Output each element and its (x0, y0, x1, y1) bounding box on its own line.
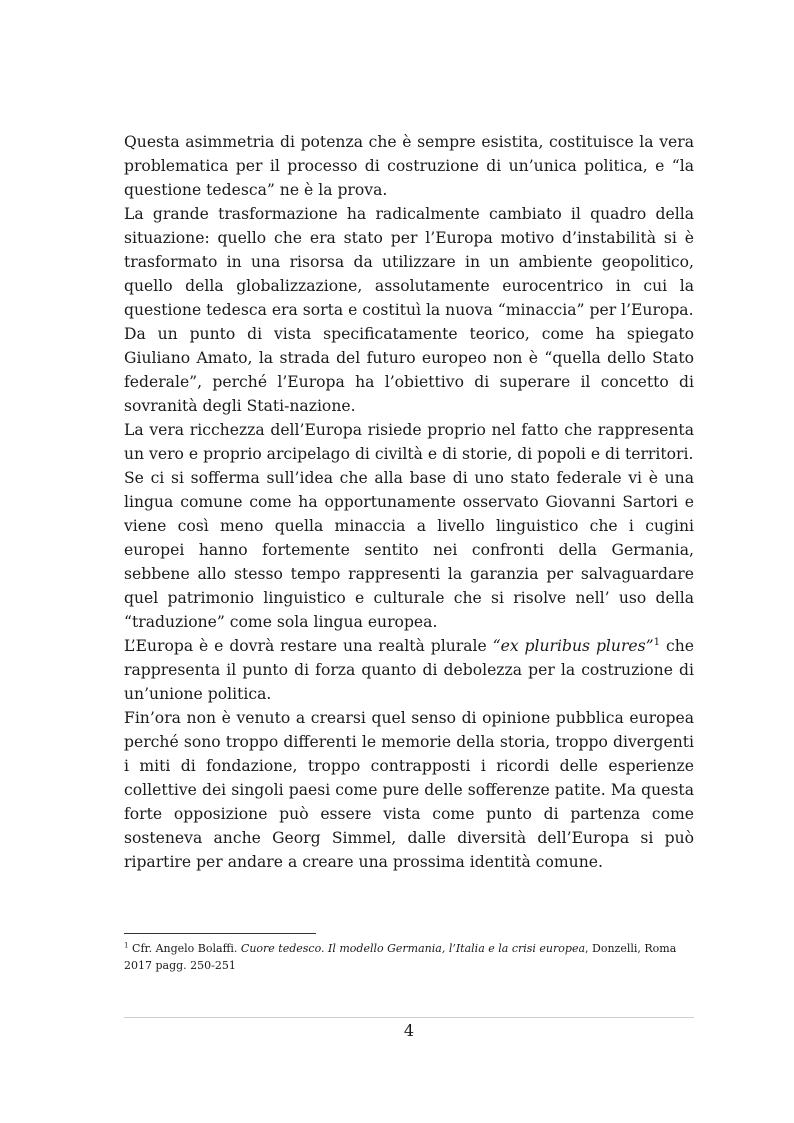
plural-text-before: L’Europa è e dovrà restare una realtà plurale (124, 637, 493, 655)
footnote-reference[interactable]: 1 (653, 636, 661, 648)
body-text (124, 130, 694, 874)
footnote-prefix: Cfr. Angelo Bolaffi. (132, 942, 241, 955)
paragraph-ricchezza: La vera ricchezza dell’Europa risiede proprio nel fatto che rappresenta un vero e proprio arcipelago di civiltà e di storie, di popoli e di territori. (124, 421, 694, 463)
footnote-mark: 1 (124, 940, 129, 950)
paragraph-opinione: Fin’ora non è venuto a crearsi quel senso di opinione pubblica europea perché sono troppo differenti le memorie della storia, troppo divergenti i miti di fondazione, troppo contrapposti i ricordi delle esperienze collettive dei singoli paesi come pure delle sofferenze patite. Ma questa forte opposizione può essere vista come punto di partenza come sosteneva anche Georg Simmel, dalle diversità dell’Europa si può ripartire per andare a creare una prossima identità comune. (124, 709, 694, 871)
page-number: 4 (403, 1021, 415, 1040)
paragraph-lingua: Se ci si sofferma sull’idea che alla base di uno stato federale vi è una lingua comune come ha opportunamente osservato Giovanni Sartori e viene così meno quella minaccia a livello linguistico che i cugini europei hanno fortemente sentito nei confronti della Germania, sebbene allo stesso tempo rappresenti la garanzia per salvaguardare quel patrimonio linguistico e culturale che si risolve nell’ uso della “traduzione” come sola lingua europea. (124, 469, 694, 631)
plural-quote: “ex pluribus plures” (492, 637, 654, 655)
plural-text-after: che rappresenta il punto di forza quanto di debolezza per la costruzione di un’unione politica. (124, 637, 694, 703)
paragraph-asimmetria: Questa asimmetria di potenza che è sempre esistita, costituisce la vera problematica per il processo di costruzione di un’unica politica, e “la questione tedesca” ne è la prova. (124, 133, 694, 199)
paragraph-trasformazione: La grande trasformazione ha radicalmente cambiato il quadro della situazione: quello che era stato per l’Europa motivo d’instabilità si è trasformato in una risorsa da utilizzare in un ambiente geopolitico, quello della globalizzazione, assolutamente eurocentrico in cui la questione tedesca era sorta e costituì la nuova “minaccia” per l’Europa. (124, 205, 694, 319)
footnote-title: Cuore tedesco. Il modello Germania, l’Italia e la crisi europea (240, 942, 586, 955)
footer-divider (124, 1017, 694, 1018)
footnote-suffix: , Donzelli, Roma 2017 pagg. 250-251 (124, 942, 677, 972)
paragraph-plurale (124, 634, 694, 706)
paragraph-teorico: Da un punto di vista specificatamente teorico, come ha spiegato Giuliano Amato, la strada del futuro europeo non è “quella dello Stato federale”, perché l’Europa ha l’obiettivo di superare il concetto di sovranità degli Stati-nazione. (124, 325, 694, 415)
footnote-separator (124, 933, 316, 934)
footnote (124, 940, 694, 974)
